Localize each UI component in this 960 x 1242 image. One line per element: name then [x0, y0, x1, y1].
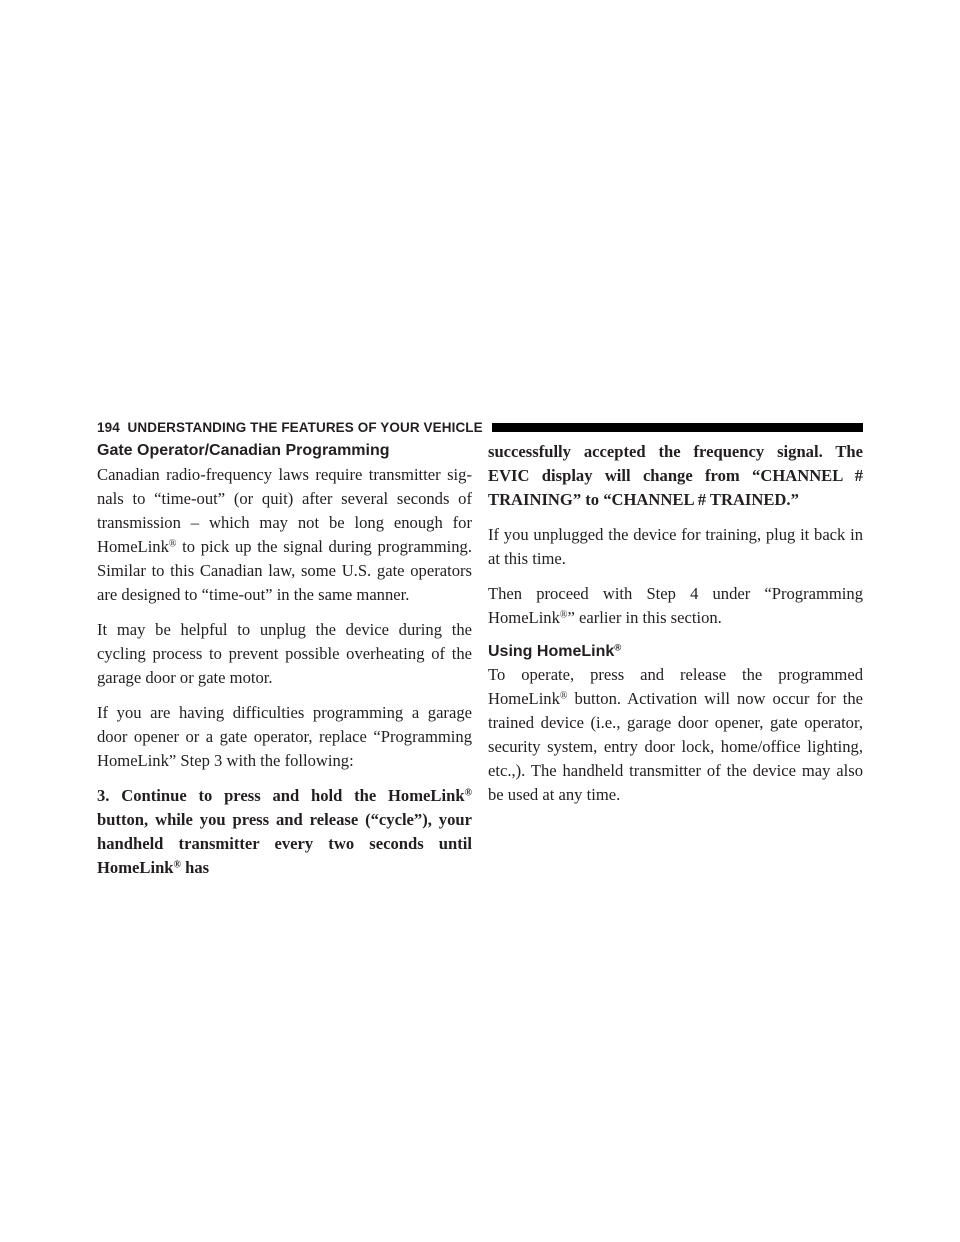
step-4-paragraph: Then proceed with Step 4 under “Programming HomeLink®” earlier in this section. — [488, 584, 863, 627]
section-title: UNDERSTANDING THE FEATURES OF YOUR VEHICLE — [127, 419, 483, 435]
unplug-device-paragraph: It may be helpful to unplug the device during the cycling process to prevent possible overheating of the garage door or gate motor. — [97, 620, 472, 687]
page-header-text — [97, 420, 483, 435]
step-3-continued-paragraph: successfully accepted the frequency signal. The EVIC display will change from “CHANNEL # TRAINING” to “CHANNEL # TRAINED.” — [488, 442, 863, 509]
right-column — [488, 440, 863, 818]
page-header — [97, 418, 863, 436]
canadian-laws-paragraph: Canadian radio-frequency laws require transmitter signals to “time-out” (or quit) after several seconds of transmission – which may not be long enough for HomeLink® to pick up the signal during programming. Similar to this Canadian law, some U.S. gate operators are designed to “time-out” in the same manner. — [97, 465, 472, 604]
operate-paragraph: To operate, press and release the programmed HomeLink® button. Activation will now occur for the trained device (i.e., garage door opener, gate operator, security system, entry door lock, home/office lighting, etc.,). The handheld transmitter of the device may also be used at any time. — [488, 665, 863, 804]
header-rule — [492, 423, 863, 432]
gate-operator-heading: Gate Operator/Canadian Programming — [97, 442, 390, 459]
difficulties-paragraph: If you are having difficulties programming a garage door opener or a gate operator, replace “Programming HomeLink” Step 3 with the following: — [97, 703, 472, 770]
using-homelink-heading: Using HomeLink® — [488, 642, 622, 660]
page-number: 194 — [97, 419, 120, 435]
left-column — [97, 440, 472, 891]
plug-back-paragraph: If you unplugged the device for training, plug it back in at this time. — [488, 525, 863, 568]
step-3-paragraph: 3. Continue to press and hold the HomeLink® button, while you press and release (“cycle”), your handheld transmitter every two seconds until HomeLink® has — [97, 786, 472, 877]
